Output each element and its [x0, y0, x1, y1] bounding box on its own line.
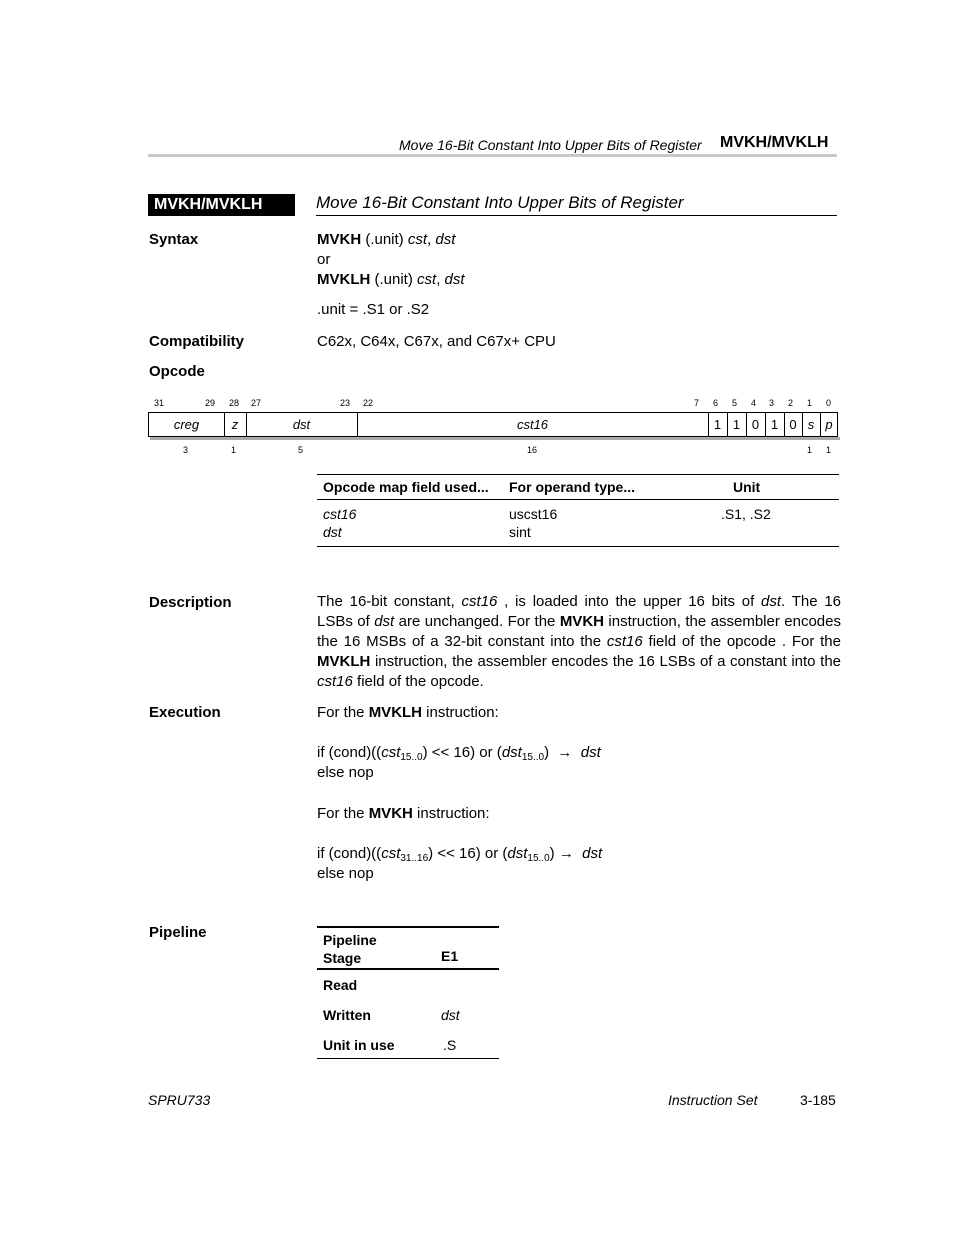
compatibility-label: Compatibility — [149, 333, 245, 350]
table-header: For operand type... — [509, 479, 636, 495]
exec-text: instruction: — [422, 704, 499, 721]
desc-text: cst16 — [317, 673, 353, 690]
exec-text: if (cond)(( — [317, 744, 382, 761]
exec-text: MVKH — [368, 805, 413, 822]
desc-text: cst16 — [606, 633, 643, 650]
running-header-title: Move 16-Bit Constant Into Upper Bits of Register — [399, 137, 702, 153]
table-cell: uscst16 — [509, 506, 558, 522]
execution-else-2: else nop — [317, 865, 374, 882]
pipeline-row-label: Written — [323, 1007, 371, 1023]
pipeline-header-e1: E1 — [441, 948, 459, 964]
bit-number: 7 — [694, 398, 700, 408]
syntax-mvkh: MVKH — [317, 231, 362, 248]
bit-number: 22 — [363, 398, 374, 408]
exec-subscript: 15..0 — [521, 752, 545, 763]
syntax-cst: cst — [407, 231, 428, 248]
exec-text: dst — [501, 744, 522, 761]
field-creg: creg — [173, 417, 200, 432]
desc-text: cst16 — [461, 593, 498, 610]
bit-number: 4 — [751, 398, 757, 408]
exec-text: cst — [381, 845, 401, 862]
field-width: 1 — [231, 445, 237, 455]
field-bit: 1 — [770, 417, 779, 432]
exec-text: ) — [544, 744, 550, 761]
bit-number: 28 — [229, 398, 240, 408]
bit-number: 29 — [205, 398, 216, 408]
exec-text: if (cond)(( — [317, 845, 382, 862]
syntax-cst: cst — [417, 271, 437, 288]
bit-number: 27 — [251, 398, 262, 408]
desc-text: dst — [374, 613, 395, 630]
pipeline-header-text: Stage — [323, 950, 362, 966]
opcode-shadow — [150, 437, 840, 440]
field-bit: 1 — [732, 417, 741, 432]
field-bit: 0 — [751, 417, 760, 432]
bit-number: 1 — [807, 398, 813, 408]
field-p: p — [825, 417, 833, 432]
desc-text: field of the opcode. — [352, 673, 484, 690]
field-z: z — [231, 417, 239, 432]
execution-intro-mvklh — [317, 703, 499, 723]
pipeline-header-text: Pipeline — [323, 932, 377, 948]
bit-number: 5 — [732, 398, 738, 408]
field-bit: 1 — [713, 417, 722, 432]
desc-text: dst — [761, 593, 782, 610]
table-cell: sint — [509, 524, 531, 540]
field-width: 1 — [807, 445, 813, 455]
page-title: Move 16-Bit Constant Into Upper Bits of Register — [316, 193, 684, 212]
pipeline-row-label: Unit in use — [323, 1037, 395, 1053]
compatibility-value: C62x, C64x, C67x, and C67x+ CPU — [317, 333, 556, 350]
pipeline-rule-head — [317, 968, 499, 970]
exec-text: ) << 16) or ( — [422, 744, 502, 761]
arrow-icon: → — [558, 845, 574, 862]
pipeline-header-stage — [323, 931, 377, 967]
desc-text: field of the opcode . For the — [642, 633, 841, 650]
pipeline-rule-top — [317, 926, 499, 928]
bit-number: 0 — [826, 398, 832, 408]
syntax-sep: , — [436, 271, 445, 288]
bit-number: 6 — [713, 398, 719, 408]
table-header: Unit — [733, 479, 761, 495]
syntax-or: or — [317, 251, 331, 268]
exec-text: cst — [381, 744, 401, 761]
title-rule — [316, 215, 837, 216]
table-cell: cst16 — [323, 506, 357, 522]
desc-text: , is loaded into the upper 16 bits of — [497, 593, 762, 610]
exec-text: ) — [549, 845, 555, 862]
table-rule-head — [317, 499, 839, 500]
table-cell: .S1, .S2 — [721, 506, 771, 522]
table-rule-bottom — [317, 546, 839, 547]
pipeline-row-label: Read — [323, 977, 358, 993]
execution-expr-mvkh — [317, 844, 602, 864]
exec-text: For the — [317, 704, 369, 721]
bit-number: 31 — [154, 398, 165, 408]
mnemonic-badge: MVKH/MVKLH — [148, 194, 295, 216]
exec-text: instruction: — [412, 805, 490, 822]
exec-subscript: 31..16 — [400, 853, 429, 864]
exec-subscript: 15..0 — [527, 853, 550, 864]
exec-text: For the — [317, 805, 369, 822]
execution-intro-mvkh — [317, 804, 490, 824]
running-header-mnemonic: MVKH/MVKLH — [720, 134, 829, 151]
exec-text: dst — [507, 845, 528, 862]
desc-text: are unchanged. For the — [394, 613, 560, 630]
arrow-icon: → — [557, 744, 573, 761]
execution-else-1: else nop — [317, 764, 374, 781]
header-rule — [148, 154, 837, 157]
table-header: Opcode map field used... — [323, 479, 489, 495]
footer-page-number: 3-185 — [800, 1092, 836, 1108]
syntax-mvklh: MVKLH — [317, 271, 371, 288]
bit-number: 2 — [788, 398, 794, 408]
desc-text: MVKH — [559, 613, 604, 630]
syntax-unit: (.unit) — [361, 231, 408, 248]
opcode-label: Opcode — [149, 363, 205, 380]
pipeline-rule-bottom — [317, 1058, 499, 1059]
syntax-line-mvklh — [317, 270, 465, 290]
description-text — [317, 592, 841, 692]
syntax-block — [317, 230, 465, 320]
field-dst: dst — [292, 417, 311, 432]
footer-doc-id: SPRU733 — [148, 1092, 211, 1108]
syntax-line-mvkh — [317, 230, 465, 250]
exec-text: dst — [580, 744, 601, 761]
footer-section: Instruction Set — [668, 1092, 758, 1108]
table-cell: dst — [323, 524, 342, 540]
desc-text: The 16-bit constant, — [317, 593, 462, 610]
exec-subscript: 15..0 — [400, 752, 423, 763]
syntax-label: Syntax — [149, 231, 199, 248]
description-label: Description — [149, 594, 232, 611]
table-rule-top — [317, 474, 839, 475]
pipeline-label: Pipeline — [149, 924, 207, 941]
pipeline-row-value: .S — [443, 1037, 457, 1053]
desc-text: instruction, the assembler encodes the 16 LSBs of a constant into the — [370, 653, 841, 670]
syntax-unit-line: .unit = .S1 or .S2 — [317, 301, 430, 318]
field-width: 3 — [183, 445, 189, 455]
field-width: 1 — [826, 445, 832, 455]
opcode-field-diagram — [148, 412, 838, 437]
bit-number: 23 — [340, 398, 351, 408]
syntax-dst: dst — [435, 231, 456, 248]
desc-text: . The 16 LSBs of — [317, 593, 842, 630]
pipeline-row-value: dst — [441, 1007, 460, 1023]
syntax-sep: , — [427, 231, 436, 248]
desc-text: instruction, the assembler encodes the 16 MSBs of a 32-bit constant into the — [317, 613, 841, 650]
field-bit: 0 — [789, 417, 797, 432]
field-cst16: cst16 — [516, 417, 549, 432]
bit-number: 3 — [769, 398, 775, 408]
field-s: s — [807, 417, 815, 432]
syntax-dst: dst — [444, 271, 465, 288]
exec-text: dst — [582, 845, 603, 862]
field-width: 5 — [298, 445, 304, 455]
execution-expr-mvklh — [317, 743, 601, 763]
desc-text: MVKLH — [317, 653, 371, 670]
syntax-unit: (.unit) — [370, 271, 418, 288]
execution-label: Execution — [149, 704, 221, 721]
exec-text: ) << 16) or ( — [428, 845, 508, 862]
exec-text: MVKLH — [368, 704, 423, 721]
field-width: 16 — [527, 445, 538, 455]
